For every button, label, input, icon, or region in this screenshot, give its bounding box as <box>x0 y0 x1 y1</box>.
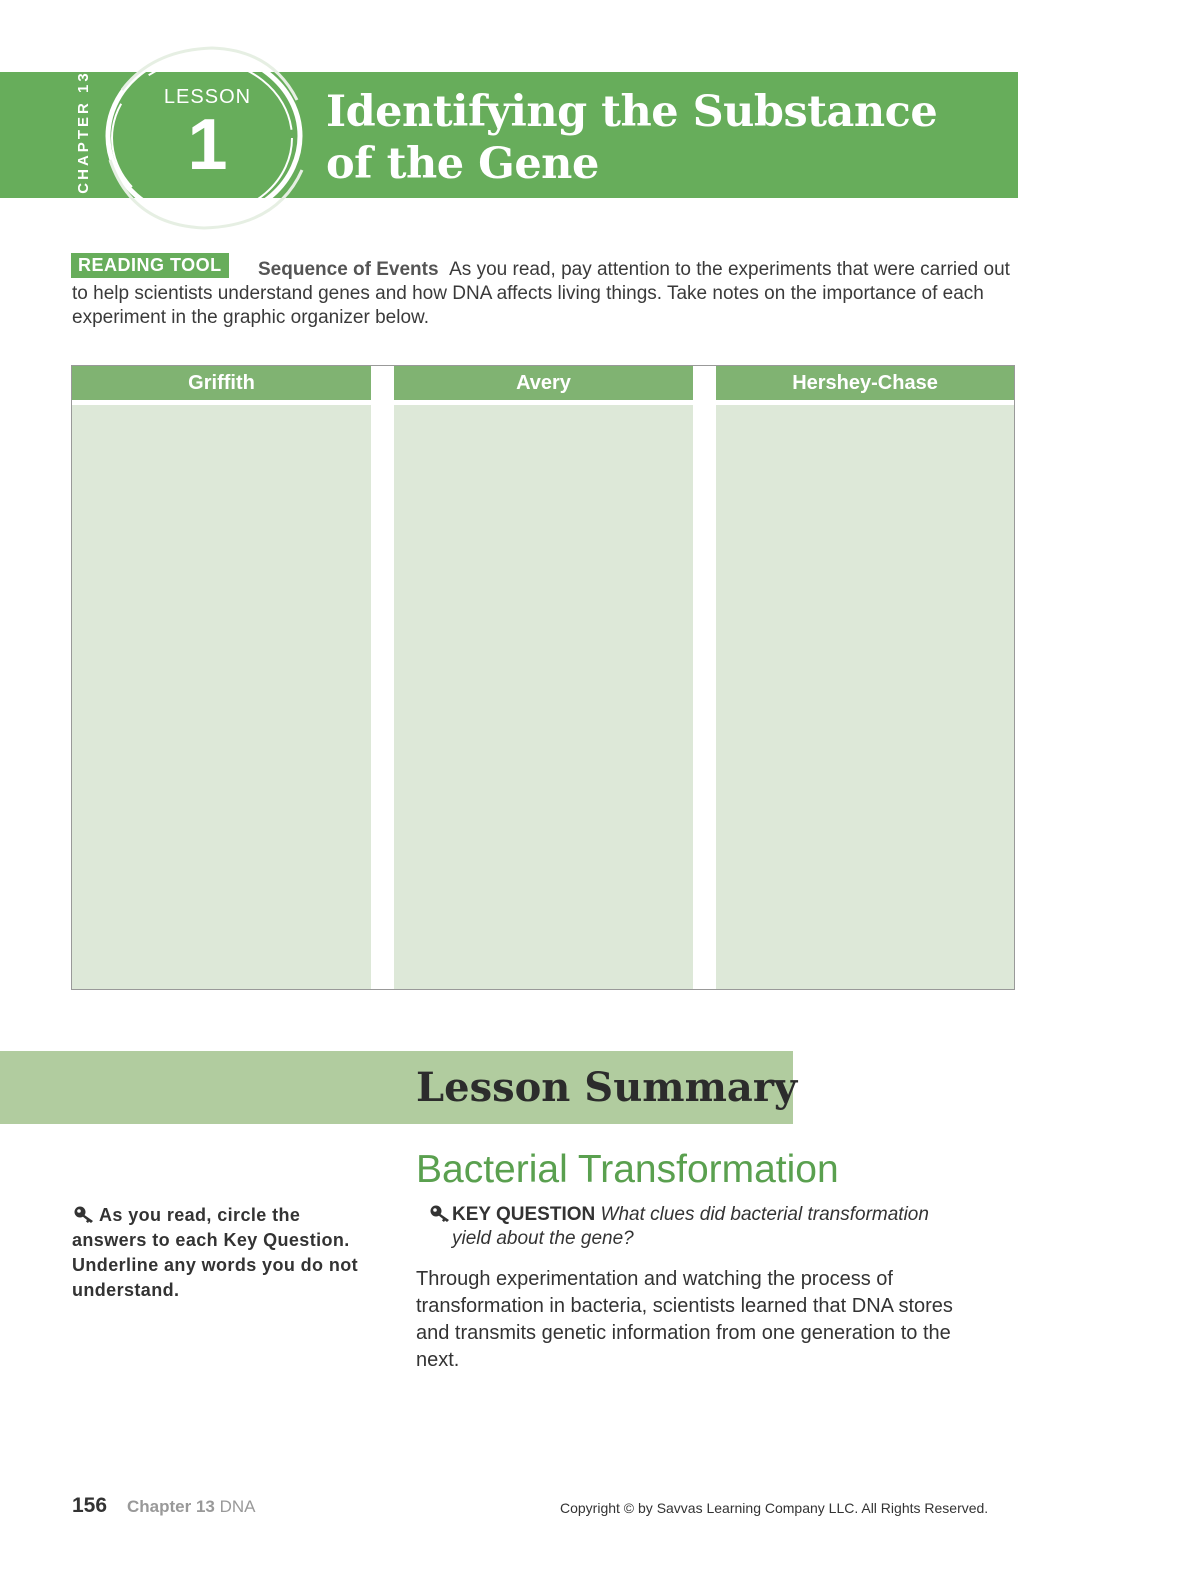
key-question-label: KEY QUESTION <box>452 1204 596 1225</box>
reading-tool-text <box>72 258 1012 330</box>
organizer-header-griffith: Griffith <box>72 366 371 400</box>
page-number: 156 <box>72 1494 108 1517</box>
side-note <box>72 1203 372 1303</box>
side-note-text: As you read, circle the answers to each Key Question. Underline any words you do not understand. <box>72 1205 359 1300</box>
reading-tool-badge: READING TOOL <box>71 253 229 278</box>
footer-chapter-number: Chapter 13 <box>127 1497 215 1516</box>
chapter-label: CHAPTER 13 <box>75 70 92 194</box>
organizer-header-avery: Avery <box>394 366 693 400</box>
key-icon <box>428 1203 452 1223</box>
lesson-word: LESSON <box>163 86 252 108</box>
key-question-text-continued: yield about the gene? <box>452 1228 634 1249</box>
organizer-notes-griffith[interactable] <box>72 405 371 989</box>
reading-tool-lead: Sequence of Events <box>258 259 439 280</box>
organizer-notes-hershey-chase[interactable] <box>716 405 1014 989</box>
organizer-header-hershey-chase: Hershey-Chase <box>716 366 1014 400</box>
summary-body-text: Through experimentation and watching the process of transformation in bacteria, scientists learned that DNA stores and transmits genetic information from one generation to the next. <box>416 1268 953 1371</box>
key-question <box>428 1203 1008 1251</box>
copyright: Copyright © by Savvas Learning Company LLC. All Rights Reserved. <box>560 1500 989 1516</box>
lesson-number: 1 <box>187 105 228 185</box>
key-icon <box>72 1204 96 1224</box>
key-question-text: What clues did bacterial transformation <box>600 1204 929 1225</box>
footer-chapter <box>127 1497 256 1517</box>
section-title: Bacterial Transformation <box>416 1148 839 1191</box>
reading-tool-instructions: As you read, pay attention to the experiments that were carried out to help scientists understand genes and how DNA affects living things. Take notes on the importance of each experiment in the graphic organizer below. <box>72 259 1010 328</box>
organizer-notes-avery[interactable] <box>394 405 693 989</box>
lesson-summary-title: Lesson Summary <box>416 1064 798 1111</box>
page-title-line1: Identifying the Substance <box>326 87 938 137</box>
footer-chapter-topic: DNA <box>219 1497 256 1516</box>
page-title-line2: of the Gene <box>326 139 599 189</box>
